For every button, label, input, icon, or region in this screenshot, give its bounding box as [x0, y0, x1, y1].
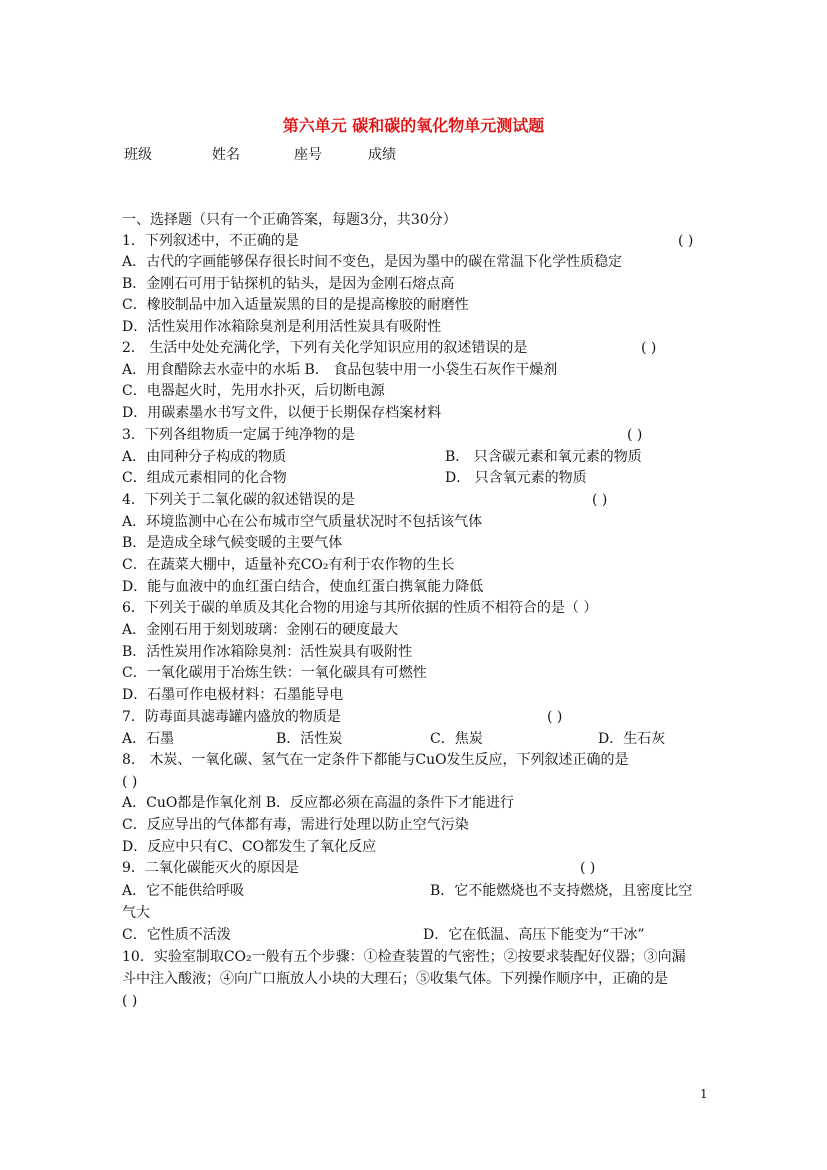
page-title: 第六单元 碳和碳的氧化物单元测试题 — [282, 116, 545, 135]
question-3-option-c: C．组成元素相同的化合物 — [122, 470, 287, 486]
question-6-option-d: D．石墨可作电极材料：石墨能导电 — [122, 687, 344, 703]
question-3-bracket: ( ) — [627, 427, 643, 443]
question-1-stem: 1．下列叙述中，不正确的是 — [122, 233, 299, 249]
question-7-stem: 7．防毒面具滤毒罐内盛放的物质是 — [122, 709, 341, 725]
question-2-option-d: D．用碳素墨水书写文件，以便于长期保存档案材料 — [122, 405, 442, 421]
question-8-option-ab: A．CuO都是作氧化剂 B．反应都必须在高温的条件下才能进行 — [122, 795, 515, 811]
question-3-option-b: B． 只含碳元素和氧元素的物质 — [445, 449, 642, 465]
question-9-option-d: D．它在低温、高压下能变为“干冰” — [423, 927, 645, 943]
question-1-bracket: ( ) — [678, 233, 694, 249]
question-3-stem: 3．下列各组物质一定属于纯净物的是 — [122, 427, 355, 443]
question-6-option-a: A．金刚石用于刻划玻璃：金刚石的硬度最大 — [122, 622, 399, 638]
question-8-option-c: C．反应导出的气体都有毒，需进行处理以防止空气污染 — [122, 817, 469, 833]
page-number: 1 — [700, 1087, 708, 1101]
question-4-option-d: D．能与血液中的血红蛋白结合，使血红蛋白携氧能力降低 — [122, 579, 484, 595]
question-7-bracket: ( ) — [547, 709, 563, 725]
question-3-option-d: D． 只含氧元素的物质 — [445, 470, 587, 486]
question-2-option-c: C．电器起火时，先用水扑灭，后切断电源 — [122, 383, 385, 399]
question-9-option-b-cont: 气大 — [122, 905, 150, 921]
question-6-stem: 6．下列关于碳的单质及其化合物的用途与其所依据的性质不相符合的是（ ） — [122, 600, 598, 616]
question-1-option-c: C．橡胶制品中加入适量炭黑的目的是提高橡胶的耐磨性 — [122, 297, 469, 313]
name-label: 姓名 — [212, 147, 240, 163]
question-7-option-b: B．活性炭 — [276, 731, 343, 747]
question-10-line-2: 斗中注入酸液；④向广口瓶放人小块的大理石；⑤收集气体。下列操作顺序中，正确的是 — [122, 971, 668, 987]
question-9-option-c: C．它性质不活泼 — [122, 927, 231, 943]
question-7-option-c: C．焦炭 — [430, 731, 483, 747]
question-9-bracket: ( ) — [580, 860, 596, 876]
class-label: 班级 — [124, 147, 152, 163]
question-6-option-c: C．一氧化碳用于冶炼生铁：一氧化碳具有可燃性 — [122, 665, 427, 681]
question-4-option-c: C．在蔬菜大棚中，适量补充CO₂有利于农作物的生长 — [122, 557, 455, 573]
question-2-option-ab: A．用食醋除去水壶中的水垢 B． 食品包装中用一小袋生石灰作干燥剂 — [122, 362, 558, 378]
question-10-line-1: 10．实验室制取CO₂一般有五个步骤：①检查装置的气密性；②按要求装配好仪器；③向漏 — [122, 949, 686, 965]
question-9-option-b: B．它不能燃烧也不支持燃烧，且密度比空 — [430, 883, 693, 899]
question-4-stem: 4．下列关于二氧化碳的叙述错误的是 — [122, 492, 355, 508]
question-2-bracket: ( ) — [641, 340, 657, 356]
question-4-bracket: ( ) — [592, 492, 608, 508]
question-1-option-b: B．金刚石可用于钻探机的钻头，是因为金刚石熔点高 — [122, 276, 455, 292]
question-4-option-a: A．环境监测中心在公布城市空气质量状况时不包括该气体 — [122, 514, 483, 530]
question-9-option-a: A．它不能供给呼吸 — [122, 883, 245, 899]
question-8-bracket: ( ) — [122, 774, 138, 790]
question-1-option-d: D．活性炭用作冰箱除臭剂是利用活性炭具有吸附性 — [122, 319, 442, 335]
question-8-stem: 8． 木炭、一氧化碳、氢气在一定条件下都能与CuO发生反应，下列叙述正确的是 — [122, 752, 629, 768]
question-4-option-b: B．是造成全球气候变暖的主要气体 — [122, 535, 343, 551]
question-8-option-d: D．反应中只有C、CO都发生了氧化反应 — [122, 839, 377, 855]
question-1-option-a: A．古代的字画能够保存很长时间不变色，是因为墨中的碳在常温下化学性质稳定 — [122, 254, 623, 270]
question-7-option-d: D．生石灰 — [598, 731, 666, 747]
seat-label: 座号 — [294, 147, 322, 163]
section-heading: 一、选择题（只有一个正确答案，每题3分，共30分） — [122, 212, 457, 228]
question-6-option-b: B．活性炭用作冰箱除臭剂：活性炭具有吸附性 — [122, 644, 413, 660]
score-label: 成绩 — [368, 147, 396, 163]
question-2-stem: 2． 生活中处处充满化学，下列有关化学知识应用的叙述错误的是 — [122, 340, 528, 356]
question-10-line-3: ( ) — [122, 993, 138, 1009]
question-9-stem: 9．二氧化碳能灭火的原因是 — [122, 860, 299, 876]
question-7-option-a: A．石墨 — [122, 731, 175, 747]
question-3-option-a: A．由同种分子构成的物质 — [122, 449, 287, 465]
